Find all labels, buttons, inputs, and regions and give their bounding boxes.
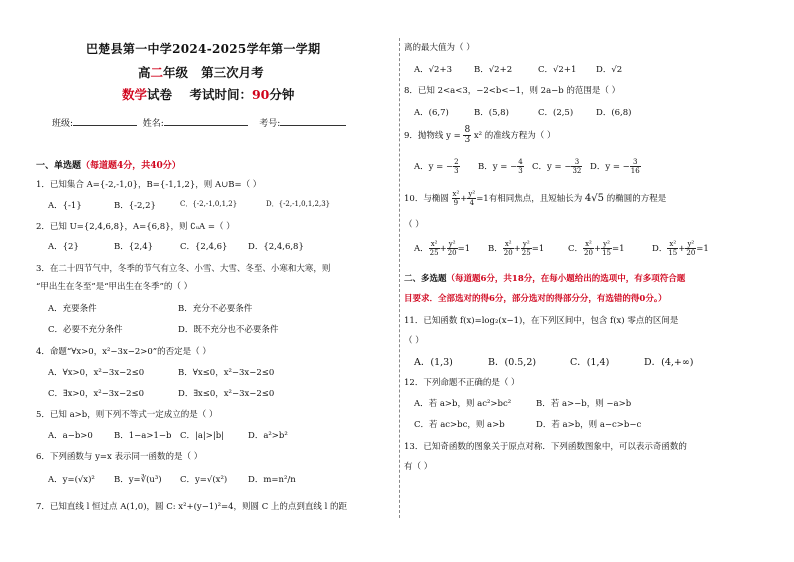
q4-option-c[interactable]: C．∃x>0，x²−3x−2≤0 <box>48 389 145 399</box>
q1-stem: 1．已知集合 A={-2,-1,0}，B={-1,1,2}，则 A∪B=（ ） <box>36 180 262 190</box>
q6-option-b[interactable]: B．y=∛(u³) <box>114 475 162 485</box>
q9-option-a[interactable]: A．y = − $\frac{2}{3}$ <box>414 158 459 175</box>
q8-stem: 8．已知 2<a<3，−2<b<−1，则 2a−b 的范围是（ ） <box>404 86 621 96</box>
q4-option-d[interactable]: D．∃x≤0，x²−3x−2≤0 <box>178 389 275 399</box>
q2-option-a[interactable]: A．{2} <box>48 242 79 252</box>
q3-stem-cont: “甲出生在冬至”是“甲出生在冬季”的（ ） <box>36 282 193 292</box>
q2-stem: 2．已知 U={2,4,6,8}，A={6,8}，则 ∁ᵤA =（ ） <box>36 222 235 232</box>
exam-grade: 高二年级 第三次月考 <box>138 65 264 80</box>
q1-option-c[interactable]: C．{-2,-1,0,1,2} <box>180 200 238 208</box>
q3-option-d[interactable]: D．既不充分也不必要条件 <box>178 325 279 335</box>
q12-option-a[interactable]: A．若 a>b，则 ac²>bc² <box>414 399 512 409</box>
q7-option-a[interactable]: A．√2+3 <box>414 65 452 75</box>
q6-option-c[interactable]: C．y=√(x²) <box>180 475 228 485</box>
q12-option-b[interactable]: B．若 a>−b，则 −a>b <box>536 399 632 409</box>
q5-option-d[interactable]: D．a²>b² <box>248 431 288 441</box>
section-2-heading: 二、多选题（每道题6分，共18分，在每小题给出的选项中，有多项符合题 <box>404 274 686 284</box>
q9-option-c[interactable]: C．y = − $\frac{3}{32}$ <box>532 158 582 175</box>
q9-stem: 9．抛物线 y = $\frac{8}{3}$ x² 的准线方程为（ ） <box>404 125 556 145</box>
q4-option-a[interactable]: A．∀x>0，x²−3x−2≤0 <box>48 368 145 378</box>
q11-paren: （ ） <box>404 336 424 346</box>
q4-option-b[interactable]: B．∀x≤0，x²−3x−2≤0 <box>178 368 275 378</box>
q9-option-d[interactable]: D．y = − $\frac{3}{16}$ <box>590 158 640 175</box>
q6-option-a[interactable]: A．y=(√x)² <box>48 475 95 485</box>
column-divider <box>399 38 400 518</box>
q1-option-d[interactable]: D．{-2,-1,0,1,2,3} <box>266 200 331 208</box>
q5-option-a[interactable]: A．a−b>0 <box>48 431 93 441</box>
student-info: 班级: 姓名: 考号: <box>52 116 346 129</box>
section-2-heading-cont: 目要求．全部选对的得6分，部分选对的得部分分，有选错的得0分。） <box>404 294 667 304</box>
q2-option-b[interactable]: B．{2,4} <box>114 242 154 252</box>
q12-option-c[interactable]: C．若 ac>bc，则 a>b <box>414 420 505 430</box>
q2-option-c[interactable]: C．{2,4,6} <box>180 242 228 252</box>
q10-stem: 10．与椭圆 $\frac{\text{x²}}{9}$ + $\frac{\text{y²}}{4}$ =1有相同焦点，且短轴长为 4√5 的椭圆的方程是 <box>404 190 667 207</box>
q8-option-c[interactable]: C．(2,5) <box>538 108 574 118</box>
q11-option-d[interactable]: D．(4,+∞) <box>644 357 694 368</box>
q8-option-a[interactable]: A．(6,7) <box>414 108 449 118</box>
section-1-heading: 一、单选题（每道题4分，共40分） <box>36 161 181 171</box>
q6-stem: 6．下列函数与 y=x 表示同一函数的是（ ） <box>36 452 203 462</box>
q3-stem: 3．在二十四节气中，冬季的节气有立冬、小雪、大雪、冬至、小寒和大寒，则 <box>36 264 331 274</box>
q4-stem: 4．命题“∀x>0，x²−3x−2>0”的否定是（ ） <box>36 347 211 357</box>
q2-option-d[interactable]: D．{2,4,6,8} <box>248 242 304 252</box>
q10-option-a[interactable]: A． $\frac{\text{x²}}{25}$ + $\frac{\text{y²}}{20}$ =1 <box>414 240 471 257</box>
q13-stem: 13．已知奇函数的图象关于原点对称．下列函数图象中，可以表示奇函数的 <box>404 442 687 452</box>
q9-option-b[interactable]: B．y = − $\frac{4}{3}$ <box>478 158 523 175</box>
q9-fraction: $\frac{8}{3}$ <box>464 125 471 145</box>
q11-stem: 11．已知函数 f(x)=log₂(x−1)，在下列区间中，包含 f(x) 零点的区间是 <box>404 316 679 326</box>
q8-option-b[interactable]: B．(5,8) <box>474 108 509 118</box>
q11-option-c[interactable]: C．(1,4) <box>570 357 610 368</box>
q10-option-c[interactable]: C． $\frac{\text{x²}}{20}$ + $\frac{\text{y²}}{15}$ =1 <box>568 240 625 257</box>
q10-paren: （ ） <box>404 220 424 230</box>
q1-option-a[interactable]: A．{-1} <box>48 201 82 211</box>
q5-stem: 5．已知 a>b，则下列不等式一定成立的是（ ） <box>36 410 218 420</box>
exam-title: 巴楚县第一中学2024-2025学年第一学期 <box>86 42 321 56</box>
q3-option-b[interactable]: B．充分不必要条件 <box>178 304 253 314</box>
q5-option-c[interactable]: C．|a|>|b| <box>180 431 225 441</box>
q6-option-d[interactable]: D．m=n²/n <box>248 475 296 485</box>
q11-option-a[interactable]: A．(1,3) <box>414 357 453 368</box>
q10-option-d[interactable]: D． $\frac{\text{x²}}{15}$ + $\frac{\text{y²}}{20}$ =1 <box>652 240 709 257</box>
q7-option-d[interactable]: D．√2 <box>596 65 623 75</box>
q12-stem: 12．下列命题不正确的是（ ） <box>404 378 520 388</box>
q3-option-a[interactable]: A．充要条件 <box>48 304 97 314</box>
q7-option-c[interactable]: C．√2+1 <box>538 65 577 75</box>
id-field[interactable] <box>280 116 346 126</box>
q1-option-b[interactable]: B．{-2,2} <box>114 201 156 211</box>
q7-option-b[interactable]: B．√2+2 <box>474 65 513 75</box>
q3-option-c[interactable]: C．必要不充分条件 <box>48 325 123 335</box>
exam-subject: 数学试卷 考试时间：90分钟 <box>122 87 295 102</box>
q13-stem-cont: 有（ ） <box>404 462 433 472</box>
q12-option-d[interactable]: D．若 a>b，则 a−c>b−c <box>536 420 642 430</box>
name-field[interactable] <box>164 116 248 126</box>
q7-stem: 7．已知直线 l 恒过点 A(1,0)，圆 C: x²+(y−1)²=4，则圆 C 上的点到直线 l 的距 <box>36 502 348 512</box>
q11-option-b[interactable]: B．(0.5,2) <box>488 357 537 368</box>
q5-option-b[interactable]: B．1−a>1−b <box>114 431 172 441</box>
q10-option-b[interactable]: B． $\frac{\text{x²}}{20}$ + $\frac{\text{y²}}{25}$ =1 <box>488 240 545 257</box>
class-field[interactable] <box>73 116 137 126</box>
q7-stem-cont: 离的最大值为（ ） <box>404 43 475 53</box>
q8-option-d[interactable]: D．(6,8) <box>596 108 632 118</box>
